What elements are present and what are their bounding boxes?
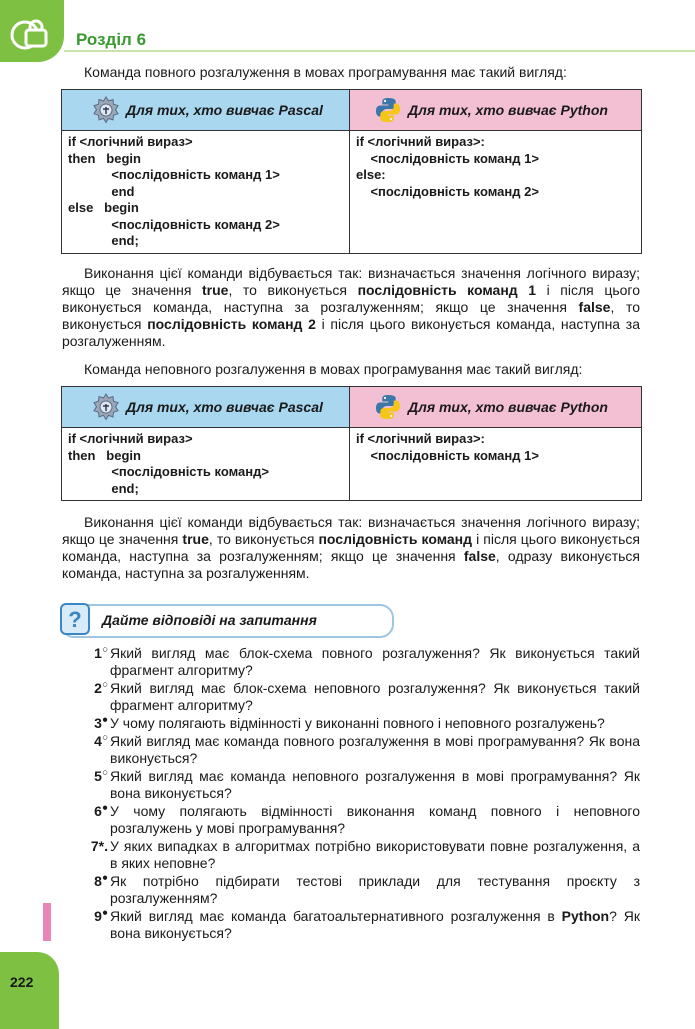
question-item (80, 803, 640, 837)
difficulty-marker: ○ (101, 644, 108, 656)
section-folder-icon (10, 18, 50, 52)
bold-term: Python (561, 908, 610, 924)
text-segment: , то виконується (208, 531, 319, 547)
question-item (80, 733, 640, 767)
question-text: Який вигляд має команда багатоальтернативного розгалуження в Python? Як вона виконується? (110, 908, 640, 941)
question-text: Який вигляд має блок-схема неповного розгалуження? Як виконується такий фрагмент алгоритму? (110, 680, 640, 713)
question-item (80, 768, 640, 802)
code-line: else: (356, 167, 386, 182)
pascal-gear-icon (92, 393, 120, 421)
difficulty-marker: *. (98, 838, 108, 854)
question-number-value: 5 (94, 768, 102, 784)
question-item (80, 715, 640, 732)
python-header-label: Для тих, хто вивчає Python (408, 399, 608, 415)
text-segment: Виконання цієї команди відбувається так: визначається значення логічного виразу; якщо це значення (62, 514, 640, 547)
code-line: end; (68, 233, 139, 248)
code-line: if <логічний вираз> (68, 134, 193, 149)
question-number-value: 3 (94, 715, 102, 731)
python-header-cell (350, 387, 642, 428)
page-number: 222 (10, 974, 34, 990)
python-header-label: Для тих, хто вивчає Python (408, 102, 608, 118)
pascal-gear-icon (92, 96, 120, 124)
difficulty-marker: ○ (101, 732, 108, 744)
question-number (80, 680, 110, 714)
code-line: end; (68, 480, 139, 496)
question-number-value: 9 (94, 908, 102, 924)
margin-marker (43, 903, 51, 941)
question-number-value: 4 (94, 733, 102, 749)
pascal-header-label: Для тих, хто вивчає Pascal (126, 399, 323, 415)
difficulty-marker: ● (101, 872, 108, 884)
pascal-code-cell (62, 428, 350, 501)
code-line: if <логічний вираз> (68, 431, 193, 446)
question-number-value: 2 (94, 680, 102, 696)
code-line: <послідовність команд 1> (356, 150, 539, 166)
section-title: Розділ 6 (76, 30, 147, 49)
question-text: Який вигляд має команда повного розгалуження в мові програмування? Як вона виконується? (110, 733, 640, 766)
python-logo-icon (374, 393, 402, 421)
code-line: <послідовність команд> (68, 464, 269, 479)
question-text: У чому полягають відмінності у виконанні повного і неповного розгалужень? (110, 715, 605, 731)
question-number (80, 838, 110, 872)
header-divider (64, 50, 695, 52)
question-text: Як потрібно підбирати тестові приклади для тестування проєкту з розгалуженням? (110, 873, 640, 906)
code-line: else begin (68, 200, 139, 215)
python-logo-icon (374, 96, 402, 124)
question-item (80, 908, 640, 942)
text-segment: , одразу виконується команда, наступна за розгалуженням. (62, 548, 640, 581)
question-item (80, 645, 640, 679)
text-segment: Виконання цієї команди відбувається так: визначається значення логічного виразу; якщо це значення (62, 265, 640, 298)
code-line: <послідовність команд 1> (68, 167, 280, 182)
text-segment: , то виконується (228, 282, 358, 298)
code-line: then begin (68, 150, 141, 166)
bold-term: true (182, 531, 209, 547)
code-line: <послідовність команд 2> (356, 183, 539, 199)
code-line: <послідовність команд 1> (356, 447, 539, 463)
python-code-cell (350, 131, 642, 254)
difficulty-marker: ● (101, 802, 108, 814)
full-branching-description (62, 265, 640, 350)
svg-text:?: ? (68, 607, 82, 632)
question-text: У яких випадках в алгоритмах потрібно використовувати повне розгалуження, а в яких неповне? (110, 838, 640, 871)
question-number (80, 645, 110, 679)
bold-term: послідовність команд 2 (147, 316, 316, 332)
difficulty-marker: ○ (101, 767, 108, 779)
intro-partial-branching: Команда неповного розгалуження в мовах програмування має такий вигляд: (84, 361, 583, 377)
question-number (80, 768, 110, 802)
question-text: Який вигляд має команда неповного розгалуження в мові програмування? Як вона виконується? (110, 768, 640, 801)
text-segment: і після цього виконується команда, наступна за розгалуженням. (62, 316, 640, 349)
text-segment: , то виконується (62, 299, 640, 332)
text-segment: і після цього виконується команда, наступна за розгалуженням; якщо це значення (62, 282, 641, 315)
question-number-value: 6 (94, 803, 102, 819)
question-number (80, 733, 110, 767)
question-text: У чому полягають відмінності виконання команд повного і неповного розгалужень у мові програмування? (110, 803, 640, 836)
questions-list (80, 645, 640, 943)
question-number (80, 715, 110, 732)
bold-term: true (201, 282, 229, 298)
text-segment: і після цього виконується команда, наступна за розгалуженням; якщо це значення (62, 531, 640, 564)
question-number (80, 873, 110, 907)
code-line: if <логічний вираз>: (356, 431, 485, 446)
intro-full-branching: Команда повного розгалуження в мовах програмування має такий вигляд: (84, 64, 567, 80)
question-number (80, 908, 110, 942)
partial-branching-table (61, 386, 642, 501)
pascal-header-cell (62, 90, 350, 131)
code-line: then begin (68, 447, 141, 463)
code-line: end (68, 183, 135, 199)
bold-term: послідовність команд 1 (357, 282, 537, 298)
question-item (80, 838, 640, 872)
questions-title: Дайте відповіді на запитання (102, 612, 317, 628)
difficulty-marker: ○ (101, 679, 108, 691)
question-number-value: 1 (94, 645, 102, 661)
code-line: if <логічний вираз>: (356, 134, 485, 149)
pascal-code-cell (62, 131, 350, 254)
python-code-cell (350, 428, 642, 501)
question-item (80, 680, 640, 714)
question-number (80, 803, 110, 837)
question-text: Який вигляд має блок-схема повного розгалуження? Як виконується такий фрагмент алгоритму? (110, 645, 640, 678)
pascal-header-cell (62, 387, 350, 428)
difficulty-marker: ● (101, 907, 108, 919)
question-number-value: 8 (94, 873, 102, 889)
bold-term: false (463, 548, 496, 564)
bold-term: false (578, 299, 611, 315)
difficulty-marker: ● (101, 714, 108, 726)
question-number-value: 7 (90, 838, 99, 854)
partial-branching-description (62, 514, 640, 582)
full-branching-table (61, 89, 642, 254)
question-mark-icon (60, 603, 90, 635)
code-line: <послідовність команд 2> (68, 216, 280, 232)
bold-term: послідовність команд (318, 531, 473, 547)
page-number-tab (0, 952, 59, 1029)
python-header-cell (350, 90, 642, 131)
question-item (80, 873, 640, 907)
pascal-header-label: Для тих, хто вивчає Pascal (126, 102, 323, 118)
